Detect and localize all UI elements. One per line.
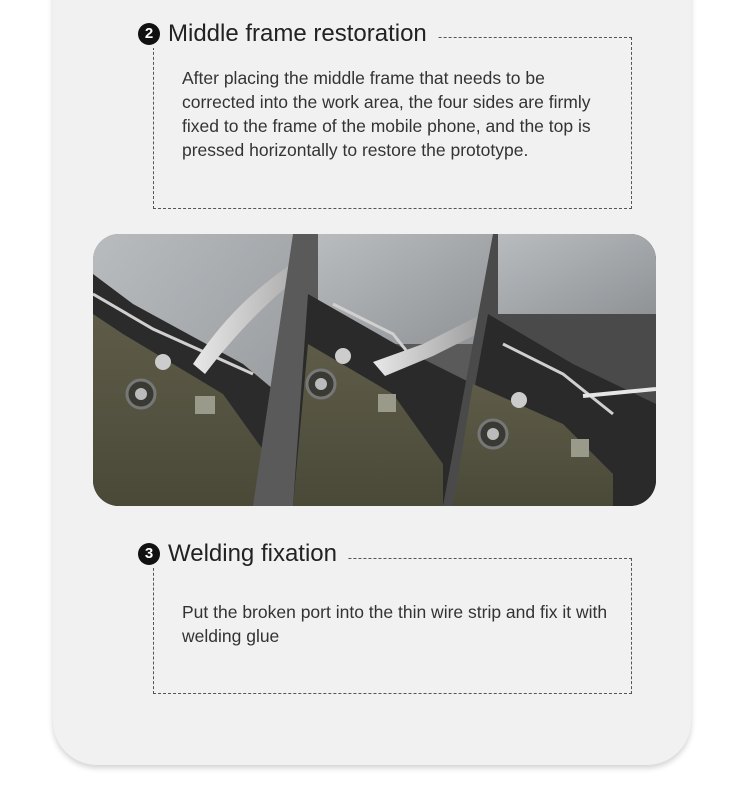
- step3-title: Welding fixation: [168, 540, 337, 567]
- step3-description: Put the broken port into the thin wire strip and fix it with welding glue: [182, 602, 608, 646]
- step3-heading: [138, 540, 347, 568]
- step2-number-badge: 2: [138, 23, 160, 45]
- repair-photo-illustration: [93, 234, 656, 506]
- step2-title: Middle frame restoration: [168, 20, 427, 47]
- step2-description: After placing the middle frame that needs to be corrected into the work area, the four sides are firmly fixed to the frame of the mobile phone, and the top is pressed horizontally to restore the prototype.: [182, 68, 591, 160]
- repair-photo-strip: [93, 234, 656, 506]
- step3-number-badge: 3: [138, 543, 160, 565]
- step2-heading: [138, 20, 437, 48]
